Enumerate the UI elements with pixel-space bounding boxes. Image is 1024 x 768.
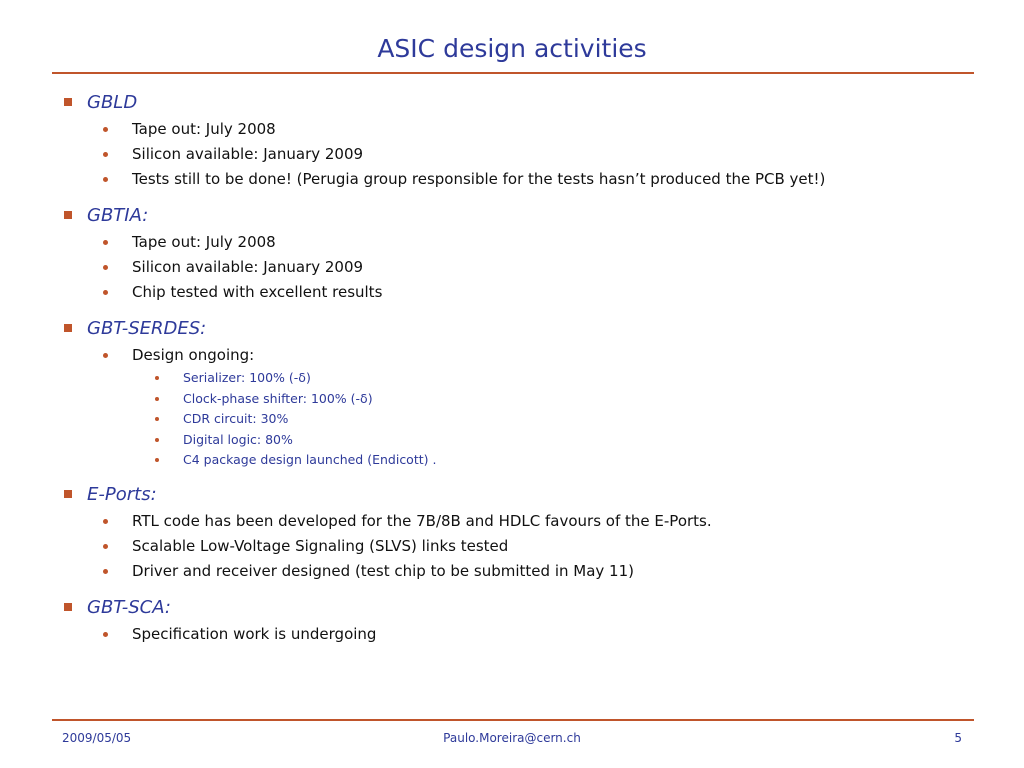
footer-date: 2009/05/05 <box>62 731 132 745</box>
round-bullet-icon <box>155 438 159 442</box>
sub-bullet-item <box>0 430 1024 451</box>
bullet-item <box>0 167 1024 192</box>
bullet-item <box>0 622 1024 647</box>
bullet-text: Tape out: July 2008 <box>132 233 276 251</box>
bullet-item <box>0 230 1024 255</box>
sub-bullet-item <box>0 389 1024 410</box>
bullet-item <box>0 559 1024 584</box>
square-bullet-icon <box>64 211 72 219</box>
footer-email: Paulo.Moreira@cern.ch <box>443 731 581 745</box>
section <box>0 201 1024 305</box>
slide-body <box>0 88 1024 656</box>
section-heading-text: E-Ports: <box>87 483 157 505</box>
bullet-item <box>0 280 1024 305</box>
sub-bullet-text: Serializer: 100% (-δ) <box>183 370 311 385</box>
section <box>0 593 1024 647</box>
bullet-text: Tape out: July 2008 <box>132 120 276 138</box>
section <box>0 480 1024 584</box>
section <box>0 314 1024 471</box>
bullet-text: Driver and receiver designed (test chip to be submitted in May 11) <box>132 561 634 580</box>
square-bullet-icon <box>64 324 72 332</box>
round-bullet-icon <box>103 544 108 549</box>
footer-divider <box>52 719 974 721</box>
bullet-item <box>0 142 1024 167</box>
square-bullet-icon <box>64 603 72 611</box>
sub-bullet-item <box>0 409 1024 430</box>
slide-title: ASIC design activities <box>377 34 647 63</box>
section-heading-text: GBTIA: <box>87 205 149 226</box>
section-heading <box>0 201 1024 230</box>
title-divider <box>52 72 974 74</box>
bullet-text: Tests still to be done! (Perugia group responsible for the tests hasn’t produced the PCB yet!) <box>132 170 826 188</box>
bullet-item <box>0 117 1024 142</box>
sub-bullet-text: Clock-phase shifter: 100% (-δ) <box>183 390 373 406</box>
square-bullet-icon <box>64 490 72 498</box>
round-bullet-icon <box>155 458 159 462</box>
round-bullet-icon <box>155 397 159 401</box>
round-bullet-icon <box>103 353 108 358</box>
section-heading-text: GBT-SERDES: <box>87 318 207 339</box>
section-heading-text: GBLD <box>87 92 138 113</box>
bullet-text: Silicon available: January 2009 <box>132 258 364 276</box>
sub-bullet-item <box>0 450 1024 471</box>
round-bullet-icon <box>103 240 108 245</box>
round-bullet-icon <box>103 127 108 132</box>
section-heading <box>0 593 1024 622</box>
sub-bullet-text: Digital logic: 80% <box>183 431 293 447</box>
round-bullet-icon <box>103 569 108 574</box>
bullet-item <box>0 534 1024 559</box>
round-bullet-icon <box>103 290 108 295</box>
round-bullet-icon <box>103 265 108 270</box>
bullet-text: Scalable Low-Voltage Signaling (SLVS) links tested <box>132 536 509 555</box>
bullet-text: RTL code has been developed for the 7B/8B and HDLC favours of the E-Ports. <box>132 511 712 530</box>
round-bullet-icon <box>103 152 108 157</box>
round-bullet-icon <box>155 417 159 421</box>
round-bullet-icon <box>103 519 108 524</box>
bullet-item <box>0 255 1024 280</box>
section <box>0 88 1024 192</box>
section-heading <box>0 480 1024 509</box>
bullet-text: Specification work is undergoing <box>132 624 377 643</box>
section-heading-text: GBT-SCA: <box>87 596 171 618</box>
bullet-text: Design ongoing: <box>132 346 255 364</box>
round-bullet-icon <box>103 177 108 182</box>
bullet-item <box>0 343 1024 368</box>
sub-bullet-text: CDR circuit: 30% <box>183 411 289 426</box>
section-heading <box>0 314 1024 343</box>
round-bullet-icon <box>103 632 108 637</box>
sub-bullet-item <box>0 368 1024 389</box>
round-bullet-icon <box>155 376 159 380</box>
square-bullet-icon <box>64 98 72 106</box>
section-heading <box>0 88 1024 117</box>
bullet-text: Chip tested with excellent results <box>132 283 383 301</box>
bullet-item <box>0 509 1024 534</box>
footer-page-number: 5 <box>954 731 962 745</box>
bullet-text: Silicon available: January 2009 <box>132 145 364 163</box>
sub-bullet-text: C4 package design launched (Endicott) . <box>183 452 437 467</box>
